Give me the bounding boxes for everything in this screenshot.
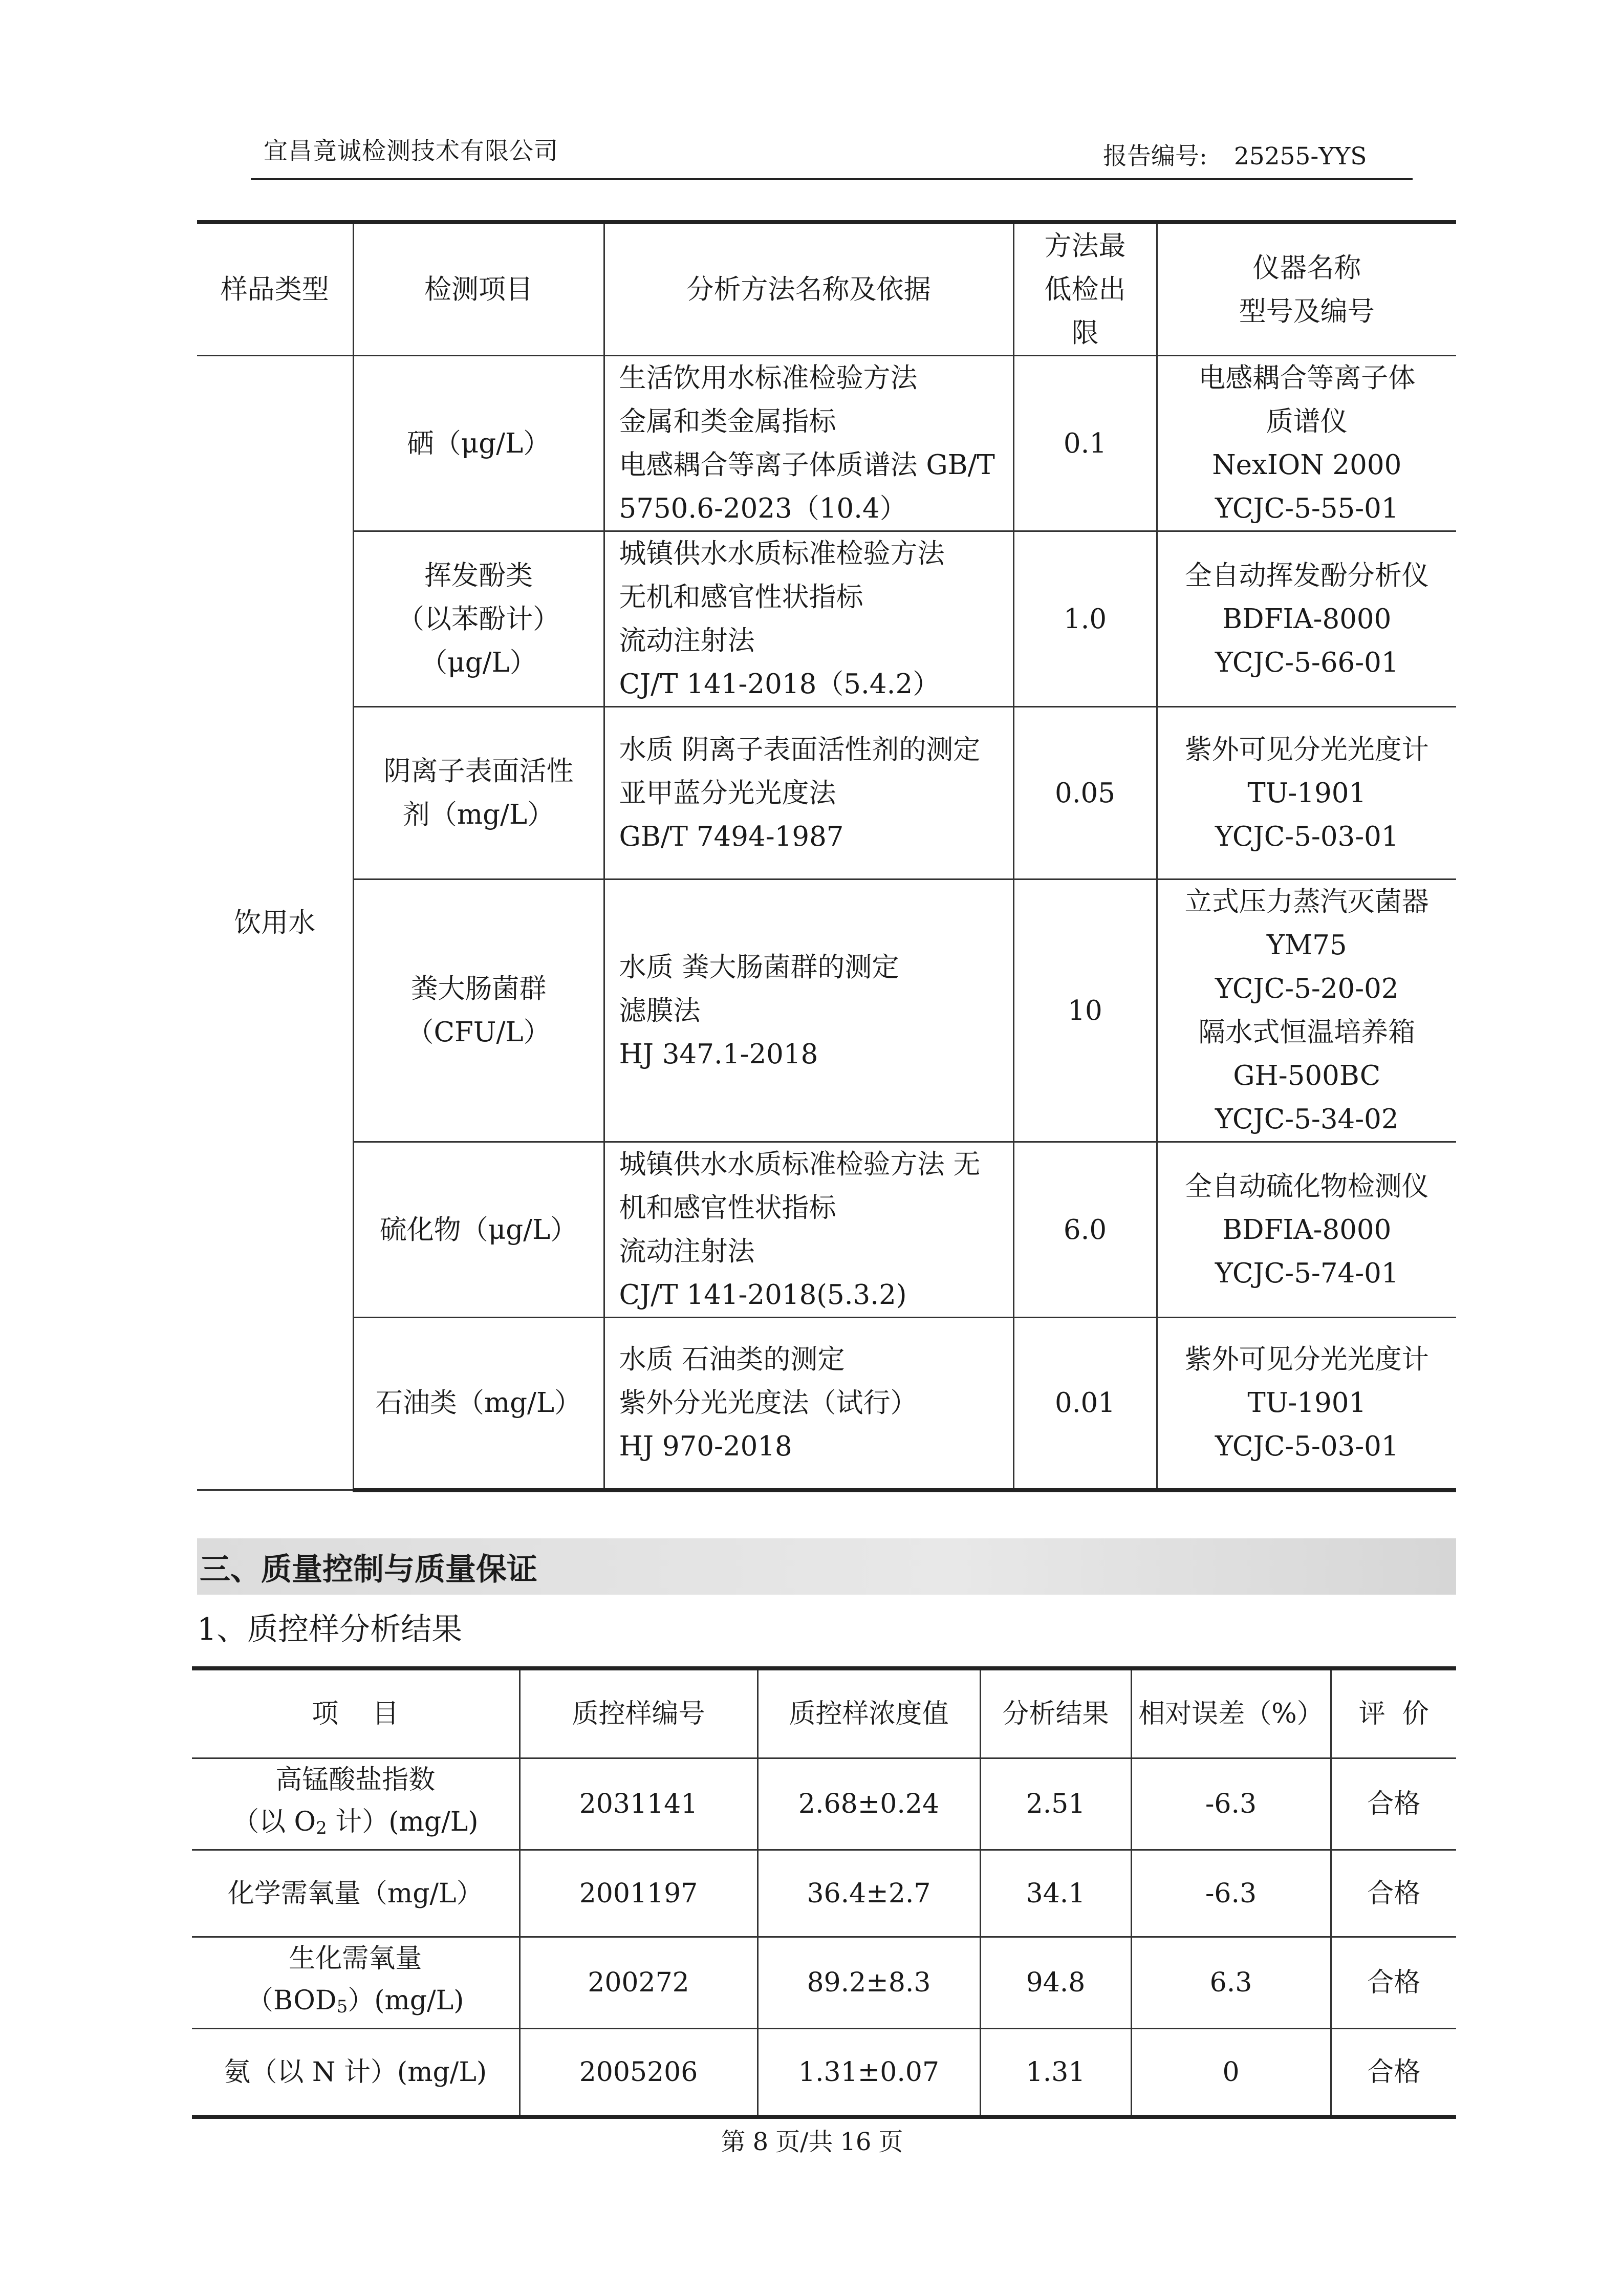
limit-cell: 0.1 — [1013, 356, 1157, 531]
instrument-cell: 全自动挥发酚分析仪 BDFIA-8000 YCJC-5-66-01 — [1157, 531, 1456, 707]
qc-table-header — [192, 1668, 1456, 1758]
evaluation-cell: 合格 — [1331, 1937, 1456, 2029]
header-evaluation: 评 价 — [1331, 1668, 1456, 1758]
table-row — [192, 1937, 1456, 2029]
evaluation-cell: 合格 — [1331, 1850, 1456, 1937]
item-cell: 生化需氧量 $(BOD_5)(mg/L)$ — [192, 1937, 519, 2029]
section-title: 三、质量控制与质量保证 — [200, 1552, 537, 1587]
table-row — [192, 1850, 1456, 1937]
limit-cell: 10 — [1013, 879, 1157, 1142]
qc-id-cell: 200272 — [519, 1937, 757, 2029]
method-cell: 生活饮用水标准检验方法 金属和类金属指标 电感耦合等离子体质谱法 GB/T 5750.6-2023（10.4） — [604, 356, 1013, 531]
item-cell: 石油类（mg/L） — [353, 1318, 604, 1490]
report-number-value: 25255-YYS — [1233, 142, 1367, 170]
instrument-cell: 紫外可见分光光度计 TU-1901 YCJC-5-03-01 — [1157, 1318, 1456, 1490]
item-cell: 化学需氧量（mg/L） — [192, 1850, 519, 1937]
report-number-label: 报告编号: — [1103, 142, 1207, 170]
method-cell: 城镇供水水质标准检验方法 无机和感官性状指标 流动注射法 CJ/T 141-2018（5.4.2） — [604, 531, 1013, 707]
header-result: 分析结果 — [980, 1668, 1131, 1758]
report-number — [1103, 137, 1367, 171]
header-divider — [251, 178, 1413, 180]
table-row — [197, 707, 1456, 879]
header-rel-error: 相对误差（%） — [1131, 1668, 1331, 1758]
header-qc-id: 质控样编号 — [519, 1668, 757, 1758]
header-item: 检测项目 — [353, 222, 604, 356]
item-cell: 粪大肠菌群 （CFU/L） — [353, 879, 604, 1142]
result-cell: 94.8 — [980, 1937, 1131, 2029]
qc-id-cell: 2001197 — [519, 1850, 757, 1937]
qc-conc-cell: 1.31±0.07 — [757, 2029, 980, 2117]
method-table — [197, 220, 1456, 1492]
qc-table — [192, 1666, 1456, 2119]
item-cell: 氨（以 N 计）(mg/L) — [192, 2029, 519, 2117]
qc-conc-cell: 2.68±0.24 — [757, 1758, 980, 1850]
header-item: 项 目 — [192, 1668, 519, 1758]
qc-conc-cell: 89.2±8.3 — [757, 1937, 980, 2029]
table-row — [197, 531, 1456, 707]
limit-cell: 1.0 — [1013, 531, 1157, 707]
item-cell: 硒（μg/L） — [353, 356, 604, 531]
qc-id-cell: 2031141 — [519, 1758, 757, 1850]
header-method: 分析方法名称及依据 — [604, 222, 1013, 356]
subsection-title: 1、质控样分析结果 — [197, 1612, 463, 1647]
method-cell: 水质 阴离子表面活性剂的测定 亚甲蓝分光光度法 GB/T 7494-1987 — [604, 707, 1013, 879]
method-cell: 水质 石油类的测定 紫外分光光度法（试行） HJ 970-2018 — [604, 1318, 1013, 1490]
footer-middle: 页/共 — [775, 2128, 833, 2156]
rel-error-cell: 0 — [1131, 2029, 1331, 2117]
instrument-cell: 电感耦合等离子体 质谱仪 NexION 2000 YCJC-5-55-01 — [1157, 356, 1456, 531]
rel-error-cell: 6.3 — [1131, 1937, 1331, 2029]
method-table-header — [197, 222, 1456, 356]
current-page: 8 — [752, 2128, 769, 2156]
page-footer — [0, 2122, 1624, 2157]
limit-cell: 6.0 — [1013, 1142, 1157, 1318]
footer-suffix: 页 — [878, 2128, 903, 2156]
qc-id-cell: 2005206 — [519, 2029, 757, 2117]
instrument-cell: 立式压力蒸汽灭菌器 YM75 YCJC-5-20-02 隔水式恒温培养箱 GH-500BC YCJC-5-34-02 — [1157, 879, 1456, 1142]
item-cell: 高锰酸盐指数 （以 $O_2$ 计）(mg/L) — [192, 1758, 519, 1850]
evaluation-cell: 合格 — [1331, 2029, 1456, 2117]
table-row — [197, 356, 1456, 531]
item-cell: 挥发酚类 （以苯酚计） （μg/L） — [353, 531, 604, 707]
footer-prefix: 第 — [721, 2128, 746, 2156]
header-sample-type: 样品类型 — [197, 222, 353, 356]
instrument-cell: 全自动硫化物检测仪 BDFIA-8000 YCJC-5-74-01 — [1157, 1142, 1456, 1318]
qc-conc-cell: 36.4±2.7 — [757, 1850, 980, 1937]
result-cell: 34.1 — [980, 1850, 1131, 1937]
company-name: 宜昌竟诚检测技术有限公司 — [264, 137, 558, 165]
table-row — [197, 879, 1456, 1142]
method-cell: 水质 粪大肠菌群的测定 滤膜法 HJ 347.1-2018 — [604, 879, 1013, 1142]
instrument-cell: 紫外可见分光光度计 TU-1901 YCJC-5-03-01 — [1157, 707, 1456, 879]
rel-error-cell: -6.3 — [1131, 1758, 1331, 1850]
result-cell: 1.31 — [980, 2029, 1131, 2117]
limit-cell: 0.01 — [1013, 1318, 1157, 1490]
header-limit: 方法最 低检出 限 — [1013, 222, 1157, 356]
result-cell: 2.51 — [980, 1758, 1131, 1850]
evaluation-cell: 合格 — [1331, 1758, 1456, 1850]
item-cell: 阴离子表面活性 剂（mg/L） — [353, 707, 604, 879]
table-row — [192, 2029, 1456, 2117]
total-pages: 16 — [840, 2128, 872, 2156]
method-cell: 城镇供水水质标准检验方法 无 机和感官性状指标 流动注射法 CJ/T 141-2018(5.3.2) — [604, 1142, 1013, 1318]
table-row — [192, 1758, 1456, 1850]
table-row — [197, 1318, 1456, 1490]
table-row — [197, 1142, 1456, 1318]
rel-error-cell: -6.3 — [1131, 1850, 1331, 1937]
sample-type-cell: 饮用水 — [197, 356, 353, 1490]
header-instrument: 仪器名称 型号及编号 — [1157, 222, 1456, 356]
header-qc-conc: 质控样浓度值 — [757, 1668, 980, 1758]
limit-cell: 0.05 — [1013, 707, 1157, 879]
item-cell: 硫化物（μg/L） — [353, 1142, 604, 1318]
